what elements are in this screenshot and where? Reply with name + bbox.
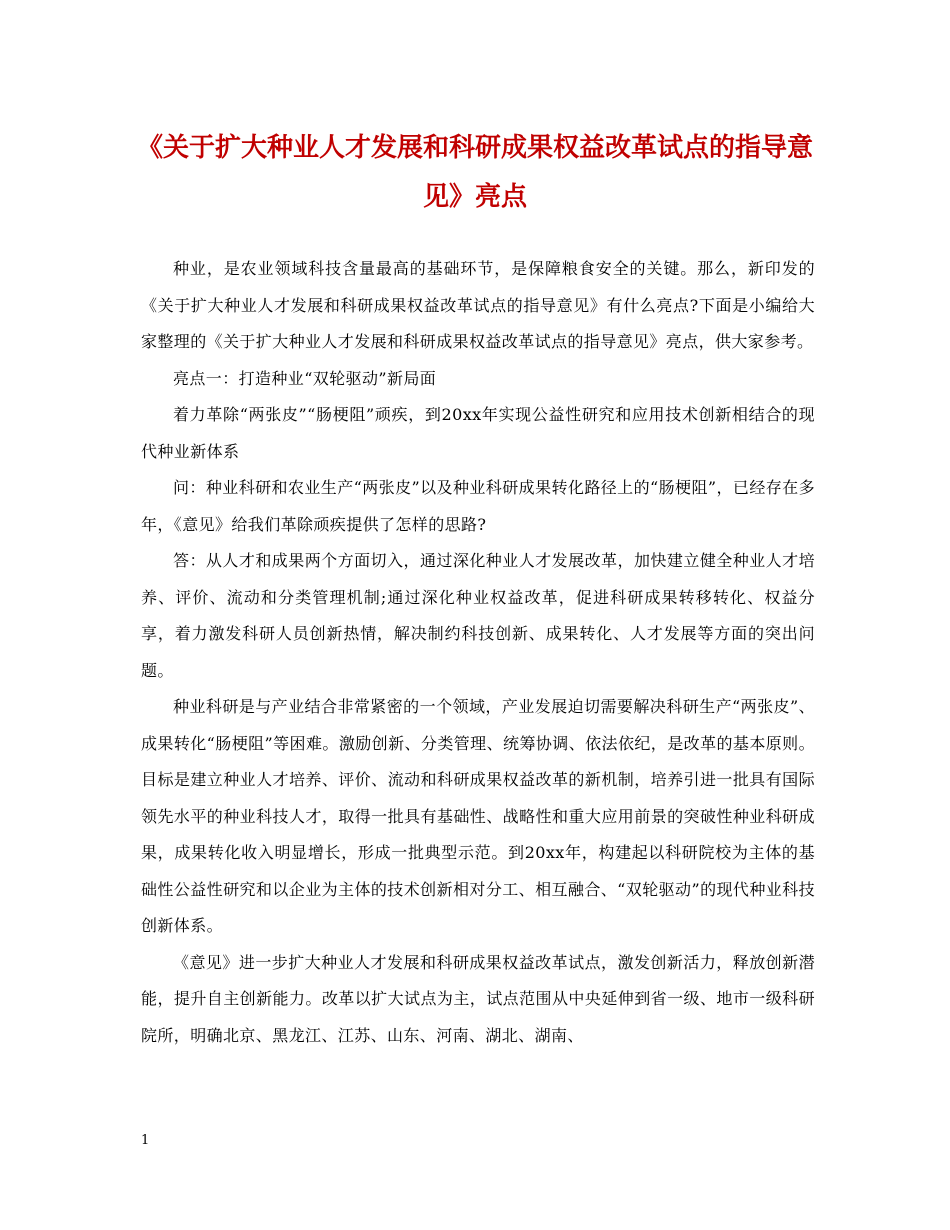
- page-number: 1: [141, 1133, 150, 1148]
- document-body: [141, 251, 815, 1054]
- paragraph-question: 问：种业科研和农业生产“两张皮”以及种业科研成果转化路径上的“肠梗阻”，已经存在多年，《意见》给我们革除顽疾提供了怎样的思路?: [141, 478, 815, 534]
- paragraph-answer: 答：从人才和成果两个方面切入，通过深化种业人才发展改革，加快建立健全种业人才培养、评价、流动和分类管理机制;通过深化种业权益改革，促进科研成果转移转化、权益分享，着力激发科研人员创新热情，解决制约科技创新、成果转化、人才发展等方面的突出问题。: [141, 551, 815, 680]
- paragraph-principles: 种业科研是与产业结合非常紧密的一个领域，产业发展迫切需要解决科研生产“两张皮”、成果转化“肠梗阻”等困难。激励创新、分类管理、统筹协调、依法依纪，是改革的基本原则。目标是建立种业人才培养、评价、流动和科研成果权益改革的新机制，培养引进一批具有国际领先水平的种业科技人才，取得一批具有基础性、战略性和重大应用前景的突破性种业科研成果，成果转化收入明显增长，形成一批典型示范。到20xx年，构建起以科研院校为主体的基础性公益性研究和以企业为主体的技术创新相对分工、相互融合、“双轮驱动”的现代种业科技创新体系。: [141, 697, 815, 935]
- document-title: 《关于扩大种业人才发展和科研成果权益改革试点的指导意见》亮点: [136, 133, 813, 212]
- paragraph-summary: 着力革除“两张皮”“肠梗阻”顽疾，到20xx年实现公益性研究和应用技术创新相结合的现代种业新体系: [141, 405, 815, 461]
- paragraph-pilot-expansion: 《意见》进一步扩大种业人才发展和科研成果权益改革试点，激发创新活力，释放创新潜能，提升自主创新能力。改革以扩大试点为主，试点范围从中央延伸到省一级、地市一级科研院所，明确北京、黑龙江、江苏、山东、河南、湖北、湖南、: [141, 952, 815, 1045]
- paragraph-highlight-one: 亮点一：打造种业“双轮驱动”新局面: [173, 368, 437, 388]
- paragraph-intro: 种业，是农业领域科技含量最高的基础环节，是保障粮食安全的关键。那么，新印发的《关于扩大种业人才发展和科研成果权益改革试点的指导意见》有什么亮点?下面是小编给大家整理的《关于扩大种业人才发展和科研成果权益改革试点的指导意见》亮点，供大家参考。: [141, 259, 815, 351]
